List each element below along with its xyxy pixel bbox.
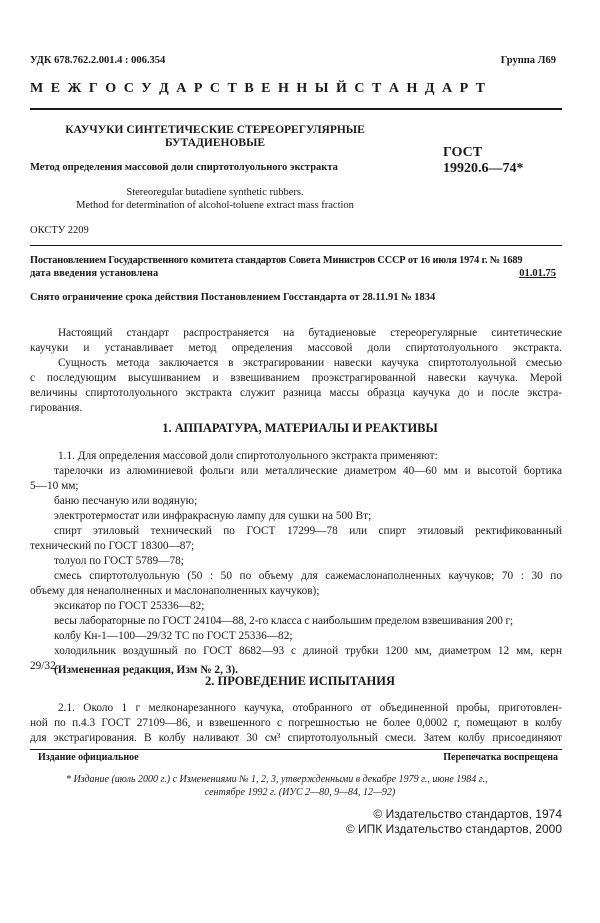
section-1-line: эксикатор по ГОСТ 25336—82;: [54, 600, 205, 612]
section-1-heading: 1. АППАРАТУРА, МАТЕРИАЛЫ И РЕАКТИВЫ: [162, 421, 438, 435]
copyright-2000: © ИПК Издательство стандартов, 2000: [345, 822, 562, 836]
restriction-removed: Снято ограничение срока действия Постановлением Госстандарта от 28.11.91 № 1834: [30, 292, 436, 303]
section-1-line: технический по ГОСТ 18300—87;: [30, 540, 195, 552]
decree-line-1: Постановлением Государственного комитета стандартов Совета Министров СССР от 16 июля 1974 г. № 1689: [30, 255, 523, 266]
section-1-line: объему для ненаполненных и маслонаполненных каучуков);: [30, 585, 320, 597]
intro-line: каучуки и устанавливает метод определения массовой доли спиртотолуольного экстракта.: [30, 342, 562, 354]
title-line-2: БУТАДИЕНОВЫЕ: [164, 137, 266, 149]
subtitle: Метод определения массовой доли спиртотолуольного экстракта: [30, 162, 338, 173]
reprint-prohibited: Перепечатка воспрещена: [443, 752, 558, 763]
english-title-line-1: Stereoregular butadiene synthetic rubbers.: [126, 187, 304, 198]
amendment-note: (Измененная редакция, Изм № 2, 3).: [54, 664, 238, 676]
section-2-line: ной по п.4.3 ГОСТ 27109—86, и взвешенного с погрешностью не более 0,0002 г, помещают в колбу: [30, 717, 562, 729]
gost-label: ГОСТ: [443, 145, 483, 160]
intro-line: Настоящий стандарт распространяется на бутадиеновые стереорегулярные синтетические: [58, 327, 562, 339]
edition-note-line-2: сентябре 1992 г. (ИУС 2—80, 9—84, 12—92): [204, 787, 396, 798]
intro-line: с последующим высушиванием и взвешиванием проэкстрагированной навески каучука. Мерой: [30, 372, 562, 384]
edition-note-line-1: * Издание (июль 2000 г.) с Изменениями № 1, 2, 3, утвержденными в декабре 1979 г., июне 1984 г.,: [66, 774, 488, 785]
udk-code: УДК 678.762.2.001.4 : 006.354: [30, 55, 166, 66]
title-line-1: КАУЧУКИ СИНТЕТИЧЕСКИЕ СТЕРЕОРЕГУЛЯРНЫЕ: [65, 124, 365, 136]
section-1-line: спирт этиловый технический по ГОСТ 17299—78 или спирт этиловый ректификованный: [54, 525, 562, 537]
intro-line: величины спиртотолуольного экстракта служит разница массы образца каучука до и после экстра-: [30, 387, 562, 399]
section-1-line: холодильник воздушный по ГОСТ 8682—93 с длиной трубки 1200 мм, диаметром 12 мм, керн: [54, 645, 562, 657]
gost-number: 19920.6—74*: [443, 161, 524, 176]
section-1-line: толуол по ГОСТ 5789—78;: [54, 555, 184, 567]
section-1-line: весы лабораторные по ГОСТ 24104—88, 2-го класса с наибольшим пределом взвешивания 200 г;: [54, 615, 514, 627]
introduction-date: 01.01.75: [519, 268, 556, 279]
english-title-line-2: Method for determination of alcohol-toluene extract mass fraction: [76, 200, 354, 211]
section-1-line: смесь спиртотолуольную (50 : 50 по объему для сажемаслонаполненных каучуков; 70 : 30 по: [54, 570, 562, 582]
official-edition: Издание официальное: [38, 752, 139, 763]
standard-banner: М Е Ж Г О С У Д А Р С Т В Е Н Н Ы Й С Т А Н Д А Р Т: [30, 81, 487, 96]
title-rule: [30, 245, 562, 246]
section-1-line: электротермостат или инфракрасную лампу для сушки на 500 Вт;: [54, 510, 372, 522]
group-label: Группа Л69: [500, 55, 556, 66]
intro-line: Сущность метода заключается в экстрагировании навески каучука спиртотолуольной смесью: [58, 357, 562, 369]
copyright-1974: © Издательство стандартов, 1974: [373, 807, 562, 821]
section-1-line: 29/32.: [30, 660, 59, 672]
decree-line-2: дата введения установлена: [30, 268, 159, 279]
section-2-line: для экстрагирования. В колбу наливают 30 см³ спиртотолуольный смеси. Затем колбу присоединяют: [30, 732, 562, 744]
section-1-line: 5—10 мм;: [30, 480, 79, 492]
footer-rule: [30, 749, 562, 750]
section-2-line: 2.1. Около 1 г мелконарезанного каучука, отобранного от объединенной пробы, приготовлен-: [58, 702, 562, 714]
intro-line: гирования.: [30, 402, 83, 414]
section-1-line: 1.1. Для определения массовой доли спиртотолуольного экстракта применяют:: [58, 450, 438, 462]
section-2-heading: 2. ПРОВЕДЕНИЕ ИСПЫТАНИЯ: [205, 674, 395, 688]
okstu-code: ОКСТУ 2209: [30, 225, 89, 236]
header-rule: [30, 108, 562, 110]
section-1-line: баню песчаную или водяную;: [54, 495, 198, 507]
section-1-line: тарелочки из алюминиевой фольги или металлические диаметром 40—60 мм и высотой бортика: [54, 465, 562, 477]
section-1-line: колбу Кн-1—100—29/32 ТС по ГОСТ 25336—82;: [54, 630, 293, 642]
